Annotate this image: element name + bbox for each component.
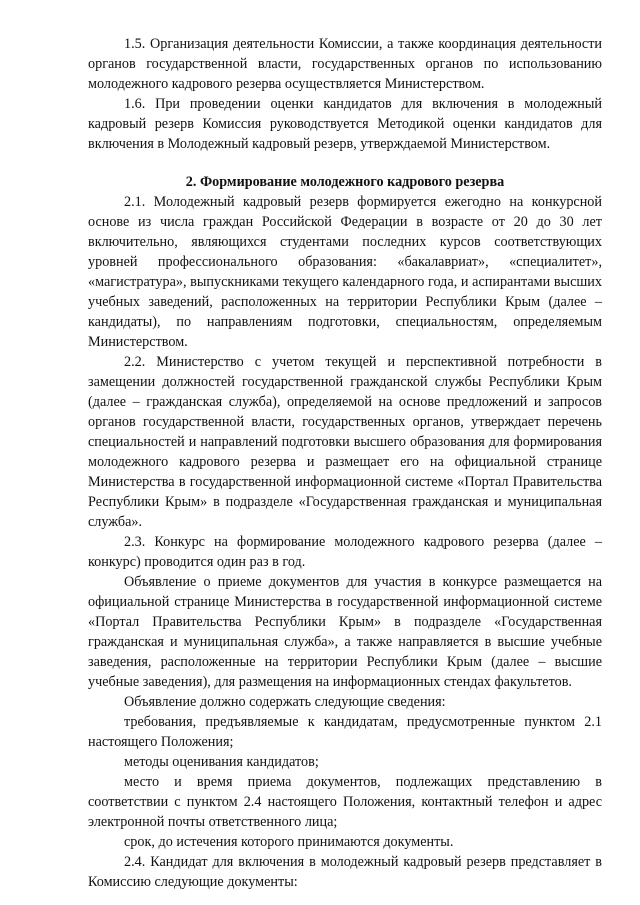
paragraph-announcement: Объявление о приеме документов для участия в конкурсе размещается на официальной странице Министерства в государственной информационной системе «Портал Правительства Республики Крым» в подразделе «Государственная гражданская и муниципальная служба», а также направляется в высшие учебные заведения, расположенные на территории Республики Крым (далее – высшие учебные заведения), для размещения на информационных стендах факультетов.: [88, 574, 602, 690]
paragraph-1-5: 1.5. Организация деятельности Комиссии, а также координация деятельности органов государственной власти, государственных органов по использованию молодежного кадрового резерва осуществляется Министерством.: [88, 36, 602, 92]
list-item-requirements: требования, предъявляемые к кандидатам, предусмотренные пунктом 2.1 настоящего Положения;: [88, 714, 602, 750]
list-item-place-time: место и время приема документов, подлежащих представлению в соответствии с пунктом 2.4 настоящего Положения, контактный телефон и адрес электронной почты ответственного лица;: [88, 774, 602, 830]
paragraph-2-1: 2.1. Молодежный кадровый резерв формируется ежегодно на конкурсной основе из числа граждан Российской Федерации в возрасте от 20 до 30 лет включительно, являющихся студентами последних курсов соответствующих уровней профессионального образования: «бакалавриат», «специалитет», «магистратура», выпускниками текущего календарного года, и аспирантами высших учебных заведений, расположенных на территории Республики Крым (далее – кандидаты), по направлениям подготовки, специальностям, определяемым Министерством.: [88, 194, 602, 350]
list-item-deadline: срок, до истечения которого принимаются документы.: [124, 834, 454, 850]
paragraph-2-2: 2.2. Министерство с учетом текущей и перспективной потребности в замещении должностей государственной гражданской службы Республики Крым (далее – гражданская служба), определяемой на основе предложений и запросов органов государственной власти, государственных органов, утверждает перечень специальностей и направлений подготовки высшего образования для формирования молодежного кадрового резерва и размещает его на официальной странице Министерства в государственной информационной системе «Портал Правительства Республики Крым» в подразделе «Государственная гражданская и муниципальная служба».: [88, 354, 602, 530]
list-item-methods: методы оценивания кандидатов;: [124, 754, 319, 770]
paragraph-2-3: 2.3. Конкурс на формирование молодежного кадрового резерва (далее – конкурс) проводится один раз в год.: [88, 534, 602, 570]
paragraph-2-4: 2.4. Кандидат для включения в молодежный кадровый резерв представляет в Комиссию следующие документы:: [88, 854, 602, 890]
paragraph-announcement-content: Объявление должно содержать следующие сведения:: [124, 694, 446, 710]
section-2-heading: 2. Формирование молодежного кадрового резерва: [185, 174, 505, 190]
paragraph-1-6: 1.6. При проведении оценки кандидатов для включения в молодежный кадровый резерв Комиссия руководствуется Методикой оценки кандидатов для включения в Молодежный кадровый резерв, утверждаемой Министерством.: [88, 96, 602, 152]
